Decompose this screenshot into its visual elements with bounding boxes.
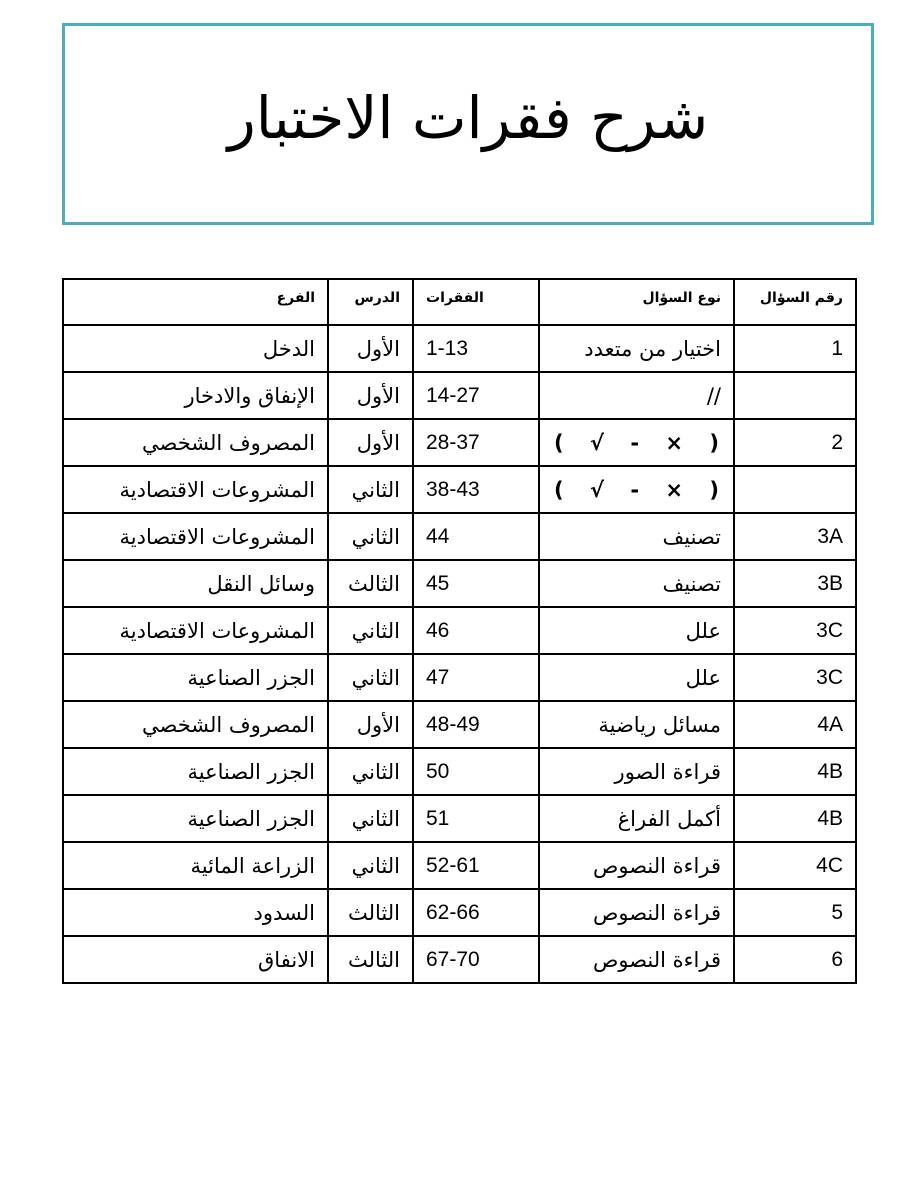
cell-question-number: 3C bbox=[734, 654, 856, 701]
cell-question-number bbox=[734, 466, 856, 513]
cell-lesson: الثاني bbox=[328, 466, 413, 513]
cell-question-type: تصنيف bbox=[539, 513, 734, 560]
cell-lesson: الثاني bbox=[328, 654, 413, 701]
cell-lesson: الثاني bbox=[328, 795, 413, 842]
cell-branch: المشروعات الاقتصادية bbox=[63, 607, 328, 654]
table-row bbox=[63, 607, 856, 654]
title-box bbox=[62, 23, 874, 225]
cell-question-type-true-false bbox=[539, 466, 734, 513]
header-question-number: رقم السؤال bbox=[734, 279, 856, 325]
cell-branch: المصروف الشخصي bbox=[63, 419, 328, 466]
header-lesson: الدرس bbox=[328, 279, 413, 325]
table-row bbox=[63, 654, 856, 701]
cell-items: 47 bbox=[413, 654, 539, 701]
cell-question-type: أكمل الفراغ bbox=[539, 795, 734, 842]
cell-branch: الإنفاق والادخار bbox=[63, 372, 328, 419]
cell-items: 46 bbox=[413, 607, 539, 654]
cell-branch: المصروف الشخصي bbox=[63, 701, 328, 748]
cell-question-number: 4B bbox=[734, 795, 856, 842]
cell-items: 48-49 bbox=[413, 701, 539, 748]
cell-question-number: 3C bbox=[734, 607, 856, 654]
cell-branch: الدخل bbox=[63, 325, 328, 372]
cell-lesson: الثاني bbox=[328, 607, 413, 654]
header-items: الفقرات bbox=[413, 279, 539, 325]
cell-question-type: // bbox=[539, 372, 734, 419]
close-paren: ) bbox=[709, 477, 719, 502]
cell-question-number bbox=[734, 372, 856, 419]
cell-question-type: مسائل رياضية bbox=[539, 701, 734, 748]
table-row bbox=[63, 795, 856, 842]
table-row bbox=[63, 748, 856, 795]
cell-lesson: الثالث bbox=[328, 936, 413, 983]
true-false-symbols bbox=[552, 431, 721, 455]
cell-question-number: 1 bbox=[734, 325, 856, 372]
table-row bbox=[63, 560, 856, 607]
table-row bbox=[63, 889, 856, 936]
dash: - bbox=[630, 477, 640, 502]
cross-mark-icon: × bbox=[665, 477, 684, 502]
cell-lesson: الثالث bbox=[328, 889, 413, 936]
cell-question-number: 4C bbox=[734, 842, 856, 889]
cell-items: 62-66 bbox=[413, 889, 539, 936]
cell-branch: الجزر الصناعية bbox=[63, 748, 328, 795]
open-paren: ( bbox=[554, 430, 564, 455]
cell-lesson: الأول bbox=[328, 372, 413, 419]
cell-question-number: 5 bbox=[734, 889, 856, 936]
table-row bbox=[63, 466, 856, 513]
cell-question-number: 3B bbox=[734, 560, 856, 607]
header-branch: الفرع bbox=[63, 279, 328, 325]
cell-lesson: الأول bbox=[328, 701, 413, 748]
check-mark-icon: √ bbox=[589, 430, 604, 455]
header-question-type: نوع السؤال bbox=[539, 279, 734, 325]
cell-items: 1-13 bbox=[413, 325, 539, 372]
close-paren: ) bbox=[709, 430, 719, 455]
cell-lesson: الثالث bbox=[328, 560, 413, 607]
cell-items: 67-70 bbox=[413, 936, 539, 983]
table-row bbox=[63, 936, 856, 983]
cell-question-type: قراءة النصوص bbox=[539, 936, 734, 983]
cell-question-type: اختيار من متعدد bbox=[539, 325, 734, 372]
table-row bbox=[63, 325, 856, 372]
cell-items: 44 bbox=[413, 513, 539, 560]
table-header-row bbox=[63, 279, 856, 325]
cell-lesson: الأول bbox=[328, 419, 413, 466]
table-row bbox=[63, 372, 856, 419]
cell-branch: السدود bbox=[63, 889, 328, 936]
cell-question-number: 2 bbox=[734, 419, 856, 466]
table-row bbox=[63, 419, 856, 466]
cell-question-type: علل bbox=[539, 654, 734, 701]
cell-question-number: 4B bbox=[734, 748, 856, 795]
cell-question-type: قراءة النصوص bbox=[539, 842, 734, 889]
true-false-symbols bbox=[552, 478, 721, 502]
cell-branch: المشروعات الاقتصادية bbox=[63, 513, 328, 560]
cell-question-number: 3A bbox=[734, 513, 856, 560]
cell-items: 45 bbox=[413, 560, 539, 607]
cell-branch: وسائل النقل bbox=[63, 560, 328, 607]
cell-question-type: علل bbox=[539, 607, 734, 654]
cell-question-type: تصنيف bbox=[539, 560, 734, 607]
cell-items: 50 bbox=[413, 748, 539, 795]
cell-items: 52-61 bbox=[413, 842, 539, 889]
table-row bbox=[63, 701, 856, 748]
cell-question-type: قراءة الصور bbox=[539, 748, 734, 795]
check-mark-icon: √ bbox=[589, 477, 604, 502]
cell-question-number: 4A bbox=[734, 701, 856, 748]
cell-question-number: 6 bbox=[734, 936, 856, 983]
table-row bbox=[63, 513, 856, 560]
dash: - bbox=[630, 430, 640, 455]
cross-mark-icon: × bbox=[665, 430, 684, 455]
open-paren: ( bbox=[554, 477, 564, 502]
cell-question-type: قراءة النصوص bbox=[539, 889, 734, 936]
quiz-items-table bbox=[62, 278, 857, 984]
cell-items: 51 bbox=[413, 795, 539, 842]
page-title: شرح فقرات الاختبار bbox=[227, 84, 709, 152]
cell-items: 14-27 bbox=[413, 372, 539, 419]
cell-branch: المشروعات الاقتصادية bbox=[63, 466, 328, 513]
cell-lesson: الأول bbox=[328, 325, 413, 372]
cell-branch: الزراعة المائية bbox=[63, 842, 328, 889]
cell-lesson: الثاني bbox=[328, 748, 413, 795]
cell-branch: الجزر الصناعية bbox=[63, 654, 328, 701]
table-row bbox=[63, 842, 856, 889]
cell-items: 28-37 bbox=[413, 419, 539, 466]
cell-branch: الانفاق bbox=[63, 936, 328, 983]
cell-lesson: الثاني bbox=[328, 842, 413, 889]
cell-question-type-true-false bbox=[539, 419, 734, 466]
cell-lesson: الثاني bbox=[328, 513, 413, 560]
cell-items: 38-43 bbox=[413, 466, 539, 513]
cell-branch: الجزر الصناعية bbox=[63, 795, 328, 842]
